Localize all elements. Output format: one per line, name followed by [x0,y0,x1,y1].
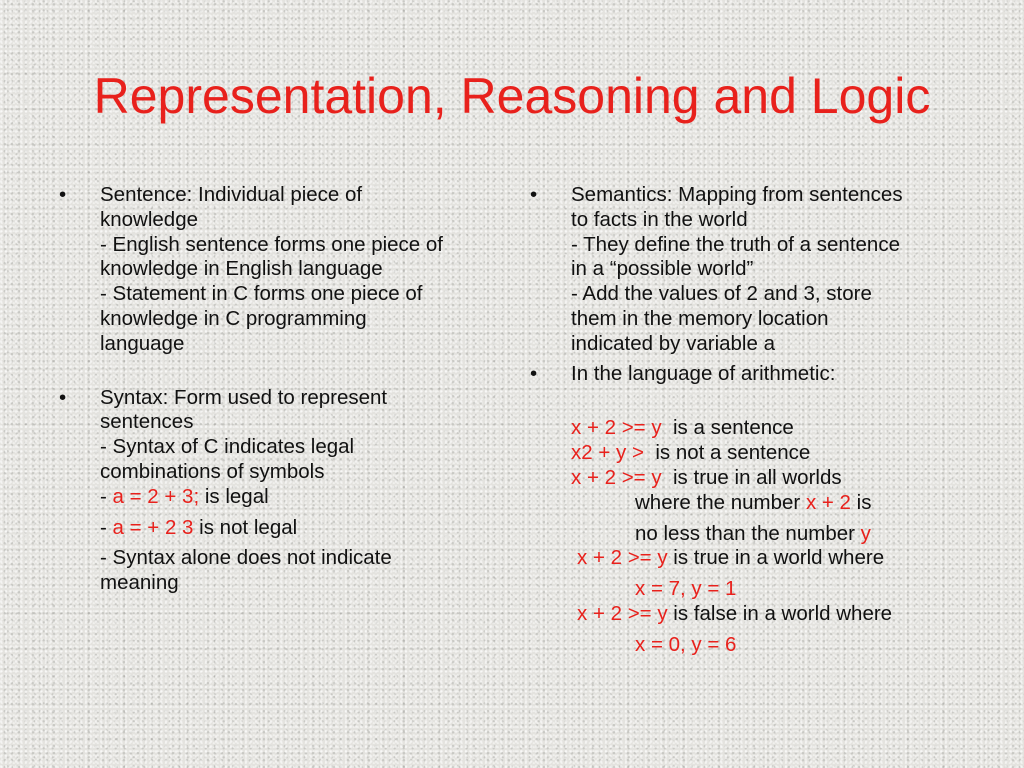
example-line: no less than the number y [635,521,871,545]
legal-example: - a = 2 + 3; is legal [100,484,269,508]
code-expression: x + 2 >= y [571,416,662,440]
example-line: x + 2 >= y is true in a world where [577,546,885,570]
bullet-dot: • [59,385,67,409]
text-line: - Syntax alone does not indicate [100,546,392,570]
example-line: x2 + y > is not a sentence [571,441,811,465]
code-expression: a = 2 + 3; [112,484,200,508]
bullet-dot: • [59,183,67,206]
bullet-semantics [530,183,1000,357]
bullet-syntax [59,386,499,596]
not-legal-example: - a = + 2 3 is not legal [100,515,298,539]
text-line: knowledge [100,207,199,231]
text-line: language [100,331,185,355]
code-expression: x + 2 >= y [577,546,668,570]
text-line: indicated by variable a [571,331,775,355]
code-expression: y [860,521,871,545]
example-line: where the number x + 2 is [635,490,872,514]
example-line: x + 2 >= y is a sentence [571,416,794,440]
text-line: Sentence: Individual piece of [100,183,363,206]
text-line: sentences [100,410,194,434]
text-line: - Statement in C forms one piece of [100,282,423,306]
right-column [530,183,1000,658]
left-column [59,183,499,596]
bullet-dot: • [530,361,538,385]
text-line: knowledge in C programming [100,306,367,330]
text-line: in a “possible world” [571,257,754,281]
text-line: meaning [100,571,179,595]
text-line: to facts in the world [571,207,748,231]
text-line: - English sentence forms one piece of [100,232,443,256]
bullet-arithmetic [530,362,1000,658]
bullet-sentence [59,183,499,357]
example-line: x + 2 >= y is true in all worlds [571,465,842,489]
code-expression: x + 2 >= y [577,601,668,625]
text-line: Syntax: Form used to represent [100,385,388,409]
bullet-dot: • [530,183,538,206]
example-line: x + 2 >= y is false in a world where [577,601,893,625]
slide-title: Representation, Reasoning and Logic [93,68,931,124]
text-line: Semantics: Mapping from sentences [571,183,903,206]
text-line: - They define the truth of a sentence [571,232,900,256]
text-line: them in the memory location [571,306,829,330]
text-line: - Syntax of C indicates legal [100,435,355,459]
code-expression: a = + 2 3 [112,515,194,539]
code-expression: x + 2 >= y [571,465,662,489]
code-expression: x = 0, y = 6 [635,632,737,656]
code-expression: x + 2 [805,490,851,514]
code-expression: x2 + y > [571,441,644,465]
text-line: - Add the values of 2 and 3, store [571,282,872,306]
text-line: knowledge in English language [100,257,383,281]
text-line: In the language of arithmetic: [571,361,836,385]
text-line: combinations of symbols [100,459,325,483]
code-expression: x = 7, y = 1 [635,577,737,601]
